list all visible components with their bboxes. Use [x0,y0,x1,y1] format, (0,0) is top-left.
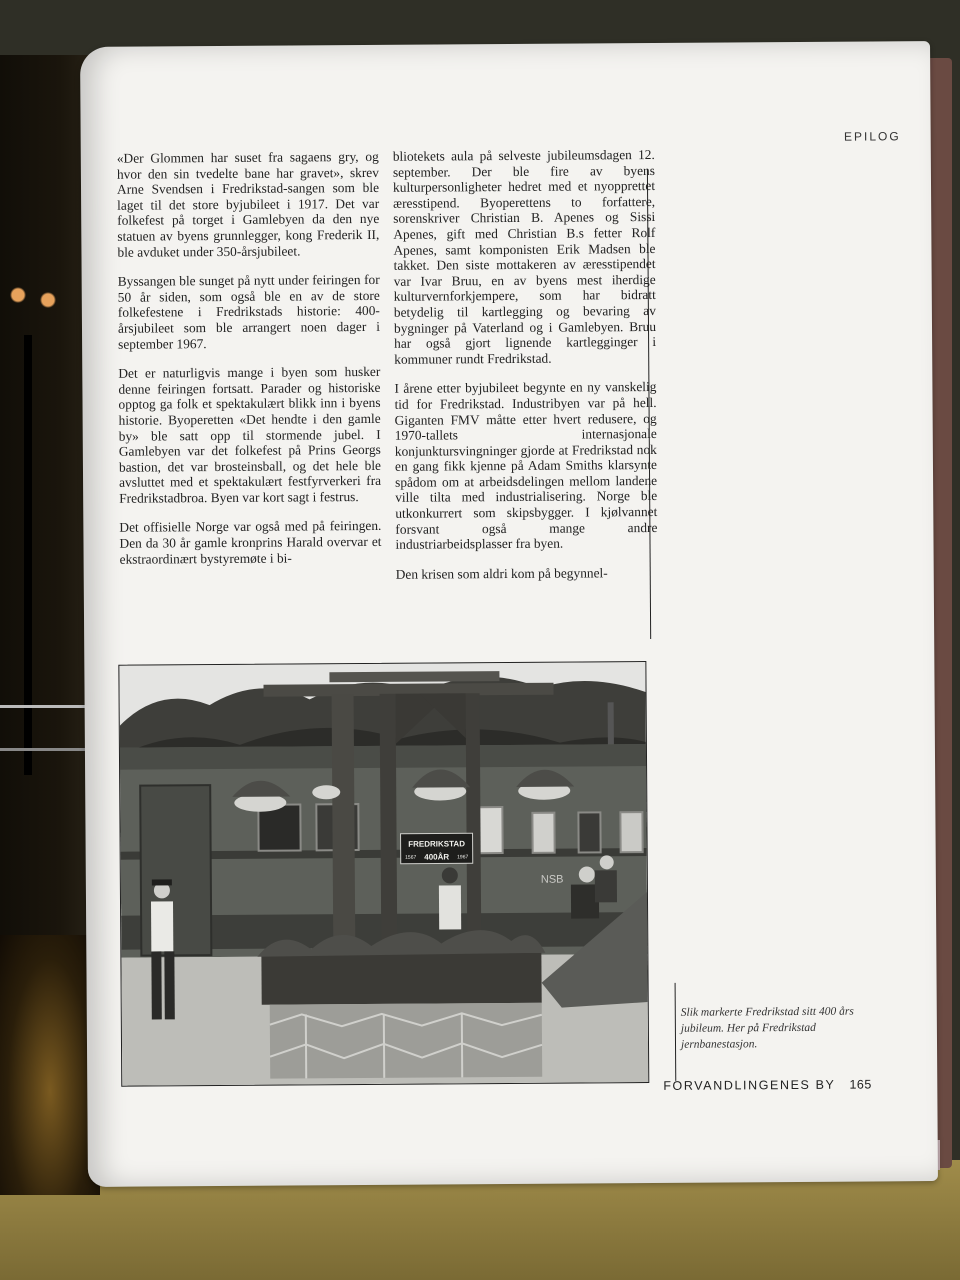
page-footer [663,1077,923,1093]
caption-rule [675,983,677,1081]
book-page [80,41,938,1187]
text-column-left [117,149,382,581]
book-title: FORVANDLINGENES BY [663,1077,836,1093]
paragraph: «Der Glommen har suset fra sagaens gry, og hvor den sin tvedelte bane har gravet», skrev Arne Svendsen i Fredrikstad-sangen som ble laget til det store byjubileet i 1917. Det var folkefest på torget i Gamlebyen da den nye statuen av byens grunnlegger, kong Frederik II, ble avduket under 350-årsjubileet. [116,148,380,260]
photo-caption: Slik markerte Fredrikstad sitt 400 års jubileum. Her på Fredrikstad jernbanestasjon. [680,1005,854,1051]
sign-line-1: FREDRIKSTAD [408,839,466,849]
paragraph: Byssangen ble sunget på nytt under feiringen for 50 år siden, som også ble en av de store folkefestene i Fredrikstads historie: 400-årsjubileet som ble arrangert noen dager i september 1967. [117,272,381,352]
jubilee-photo [118,661,649,1087]
text-column-right [393,147,658,596]
sign-line-2: 400ÅR [424,852,450,862]
sign-year-right: 1967 [457,854,469,861]
sign-year-left: 1567 [405,854,417,861]
night-glow [0,935,100,1195]
running-head: EPILOG [843,129,901,144]
paragraph: bliotekets aula på selveste jubileumsdagen 12. september. Der ble fire av byens kulturpersonligheter hedret med et nyopprettet æresstipend. Byoperettens to forfattere, sorenskriver Christian B. Apenes og Sissi Apenes, gift med Christian B.s fetter Rolf Apenes, samt komponisten Erik Madsen ble takket. Den siste mottakeren av æresstipendet var Ivar Bruu, en av byens mest iherdige kulturvernforkjempere, som har bidratt betydelig til kartlegging og bevaring av bygninger på Vaterland og i Gamlebyen. Bruu har også gjort lignende kartlegginger i kommuner rundt Fredrikstad. [392,146,657,367]
paragraph: I årene etter byjubileet begynte en ny vanskelig tid for Fredrikstad. Industribyen var på hell. Giganten FMV måtte etter hvert redusere, og 1970-tallets internasjonale konjunktursvingninger gjorde at Fredrikstad nok en gang fikk kjenne på Adam Smiths klarsynte spådom om at arbeidsdelingen mellom landene ville tilta med industrialisering. Norge ble utkonkurrert som skipsbygger. I kjølvannet forsvant også mange andre industriarbeidsplasser fra byen. [394,379,658,553]
paragraph: Det er naturligvis mange i byen som husker denne feiringen fortsatt. Parader og historiske opptog ga folk et spektakulært blikk inn i byens historie. Byoperetten «Det hendte i den gamle by» ble satt opp til stormende jubel. I Gamlebyen var det folkefest på Prins Georgs bastion, det var brosteinsball, og det hele ble avsluttet med et spektakulært festfyrverkeri fra Fredrikstadbroa. Byen var kort sagt i festrus. [118,364,382,506]
page-number: 165 [849,1077,872,1092]
street-lights [6,275,66,325]
paragraph: Det offisielle Norge var også med på feiringen. Den da 30 år gamle kronprins Harald overvar et ekstraordinært bystyremøte i bi- [119,518,382,567]
coach-mark: NSB [540,873,564,886]
paragraph: Den krisen som aldri kom på begynnel- [395,565,608,582]
